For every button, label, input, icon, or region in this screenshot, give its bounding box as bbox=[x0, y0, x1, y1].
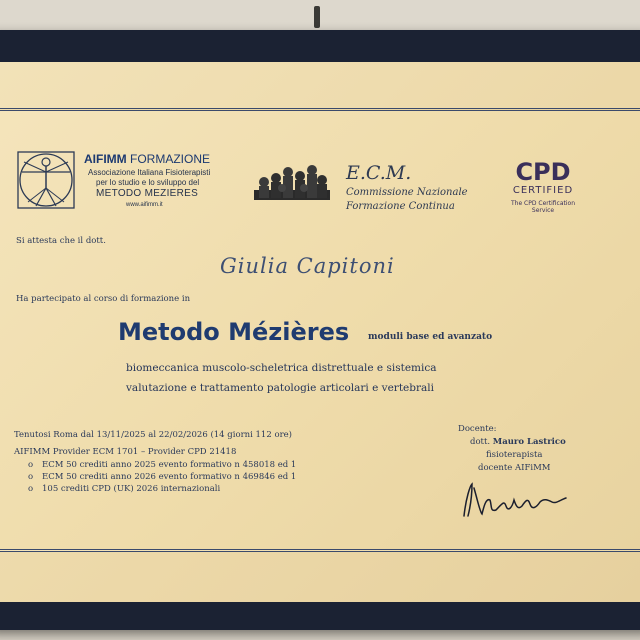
docente-name-line bbox=[470, 437, 566, 447]
handwritten-signature bbox=[456, 478, 572, 522]
ecm-title: E.C.M. bbox=[346, 162, 412, 184]
credit-item-text: 105 crediti CPD (UK) 2026 internazionali bbox=[42, 484, 221, 494]
credit-item bbox=[28, 460, 296, 472]
docente-label: Docente: bbox=[458, 424, 497, 434]
cpd-service-1: The CPD Certification bbox=[510, 200, 576, 207]
ecm-subtitle-2: Formazione Continua bbox=[346, 201, 455, 212]
aifimm-brand-suffix: FORMAZIONE bbox=[130, 152, 210, 166]
docente-prefix: dott. bbox=[470, 437, 491, 447]
course-subtitle: moduli base ed avanzato bbox=[368, 332, 493, 342]
cpd-mark: CPD bbox=[515, 158, 571, 186]
cpd-service-2: Service bbox=[531, 207, 555, 214]
partecipato-text: Ha partecipato al corso di formazione in bbox=[16, 294, 191, 304]
bullet-icon: o bbox=[28, 484, 34, 494]
bullet-icon: o bbox=[28, 460, 34, 470]
credit-item-text: ECM 50 crediti anno 2026 evento formativo n 469846 ed 1 bbox=[42, 472, 297, 482]
ecm-group-photo-logo bbox=[254, 160, 330, 200]
docente-role-2: docente AIFiMM bbox=[478, 463, 551, 473]
docente-name: Mauro Lastrico bbox=[492, 437, 566, 447]
credit-item bbox=[28, 484, 296, 496]
aifimm-line-1: Associazione Italiana Fisioterapisti bbox=[88, 168, 211, 177]
aifimm-metodo: METODO MEZIERES bbox=[96, 188, 199, 199]
attesta-text: Si attesta che il dott. bbox=[16, 236, 106, 246]
cpd-certified-badge bbox=[506, 156, 580, 214]
aifimm-line-2: per lo studio e lo sviluppo del bbox=[96, 178, 200, 187]
wall-nail bbox=[314, 6, 320, 28]
course-title: Metodo Mézières bbox=[118, 318, 350, 346]
course-dates: Tenutosi Roma dal 13/11/2025 al 22/02/2026 (14 giorni 112 ore) bbox=[14, 430, 292, 440]
cpd-certified: CERTIFIED bbox=[512, 185, 574, 196]
ecm-subtitle-1: Commissione Nazionale bbox=[346, 187, 468, 198]
provider-info: AIFIMM Provider ECM 1701 – Provider CPD 21418 bbox=[14, 447, 237, 457]
aifimm-brand-text: AIFIMM bbox=[84, 152, 127, 166]
credit-item-text: ECM 50 crediti anno 2025 evento formativo n 458018 ed 1 bbox=[42, 460, 297, 470]
recipient-name: Giulia Capitoni bbox=[220, 254, 395, 278]
bullet-icon: o bbox=[28, 472, 34, 482]
docente-role-1: fisioterapista bbox=[486, 450, 543, 460]
aifimm-brand bbox=[84, 152, 210, 166]
course-topic-1: biomeccanica muscolo-scheletrica distrettuale e sistemica bbox=[126, 362, 437, 374]
vitruvian-man-logo bbox=[16, 150, 76, 210]
aifimm-website: www.aifimm.it bbox=[126, 202, 163, 208]
course-topic-2: valutazione e trattamento patologie articolari e vertebrali bbox=[126, 382, 434, 394]
credit-list bbox=[28, 460, 296, 496]
credit-item bbox=[28, 472, 296, 484]
